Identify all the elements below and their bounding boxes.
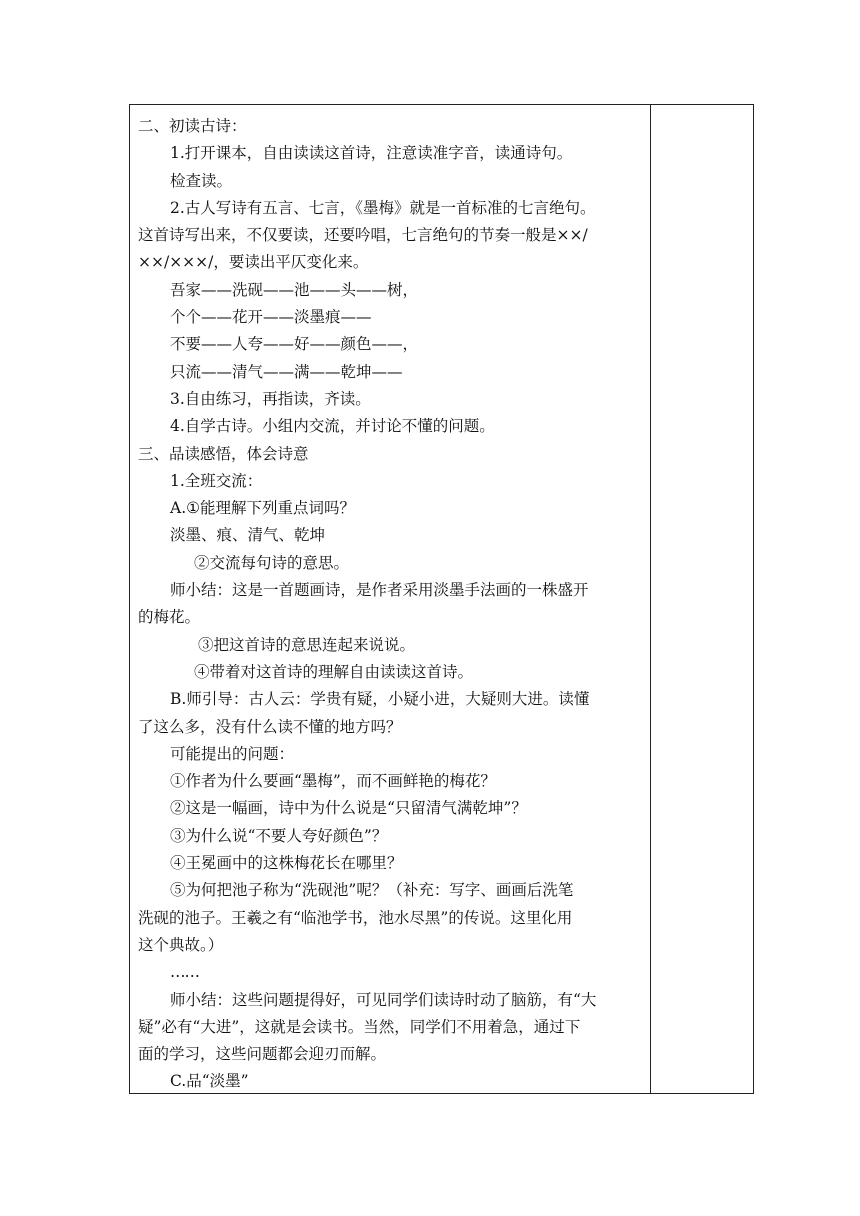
ellipsis-line: ……: [170, 963, 199, 982]
text-line: 检查读。: [170, 171, 233, 190]
text-line: 师小结：这些问题提得好，可见同学们读诗时动了脑筋，有“大: [170, 990, 597, 1009]
text-line: 淡墨、痕、清气、乾坤: [170, 526, 326, 545]
text-line: B.师引导：古人云：学贵有疑，小疑小进，大疑则大进。读懂: [170, 690, 590, 709]
text-line: ④王冕画中的这株梅花长在哪里？: [170, 854, 403, 873]
text-line: 了这么多，没有什么读不懂的地方吗？: [138, 717, 402, 736]
text-line: 个个——花开——淡墨痕——: [170, 308, 372, 327]
text-line: 可能提出的问题：: [170, 744, 295, 763]
text-line: 不要——人夸——好——颜色——，: [170, 335, 419, 354]
text-line: 1.打开课本，自由读读这首诗，注意读准字音，读通诗句。: [170, 144, 573, 163]
lesson-content: [138, 113, 648, 1096]
text-line: 二、初读古诗：: [138, 117, 247, 135]
text-line: ②交流每句诗的意思。: [194, 553, 350, 572]
text-line: 2.古人写诗有五言、七言，《墨梅》就是一首标准的七言绝句。: [170, 198, 596, 217]
text-line: 三、品读感悟，体会诗意: [138, 444, 309, 463]
text-line: A.①能理解下列重点词吗？: [170, 499, 356, 518]
text-line: 师小结：这是一首题画诗，是作者采用淡墨手法画的一株盛开: [170, 581, 589, 600]
text-line: ⑤为何把池子称为“洗砚池”呢？（补充：写字、画画后洗笔: [170, 881, 574, 900]
lesson-table: [129, 104, 754, 1094]
text-line: ④带着对这首诗的理解自由读读这首诗。: [194, 662, 474, 681]
text-line: ××/×××/，要读出平仄变化来。: [138, 253, 369, 272]
text-line: 洗砚的池子。王羲之有“临池学书，池水尽黑”的传说。这里化用: [138, 908, 573, 927]
text-line: 的梅花。: [138, 608, 201, 627]
text-line: 吾家——洗砚——池——头——树，: [170, 280, 419, 299]
text-line: C.品“淡墨”: [170, 1072, 249, 1091]
text-line: 只流——清气——满——乾坤——: [170, 362, 403, 381]
text-line: ③为什么说“不要人夸好颜色”？: [170, 826, 388, 845]
text-line: 1.全班交流：: [170, 471, 263, 490]
text-line: 4.自学古诗。小组内交流，并讨论不懂的问题。: [170, 417, 495, 436]
text-line: ③把这首诗的意思连起来说说。: [198, 635, 416, 654]
column-divider: [650, 105, 651, 1093]
text-line: ②这是一幅画，诗中为什么说是“只留清气满乾坤”？: [170, 799, 527, 818]
text-line: 面的学习，这些问题都会迎刃而解。: [138, 1045, 387, 1064]
text-line: ①作者为什么要画“墨梅”，而不画鲜艳的梅花？: [170, 772, 496, 791]
text-line: 这个典故。）: [138, 935, 224, 954]
text-line: 疑”必有“大进”，这就是会读书。当然，同学们不用着急，通过下: [138, 1017, 581, 1036]
text-line: 3.自由练习，再指读，齐读。: [170, 389, 371, 408]
text-line: 这首诗写出来，不仅要读，还要吟唱，七言绝句的节奏一般是××/: [138, 226, 588, 245]
